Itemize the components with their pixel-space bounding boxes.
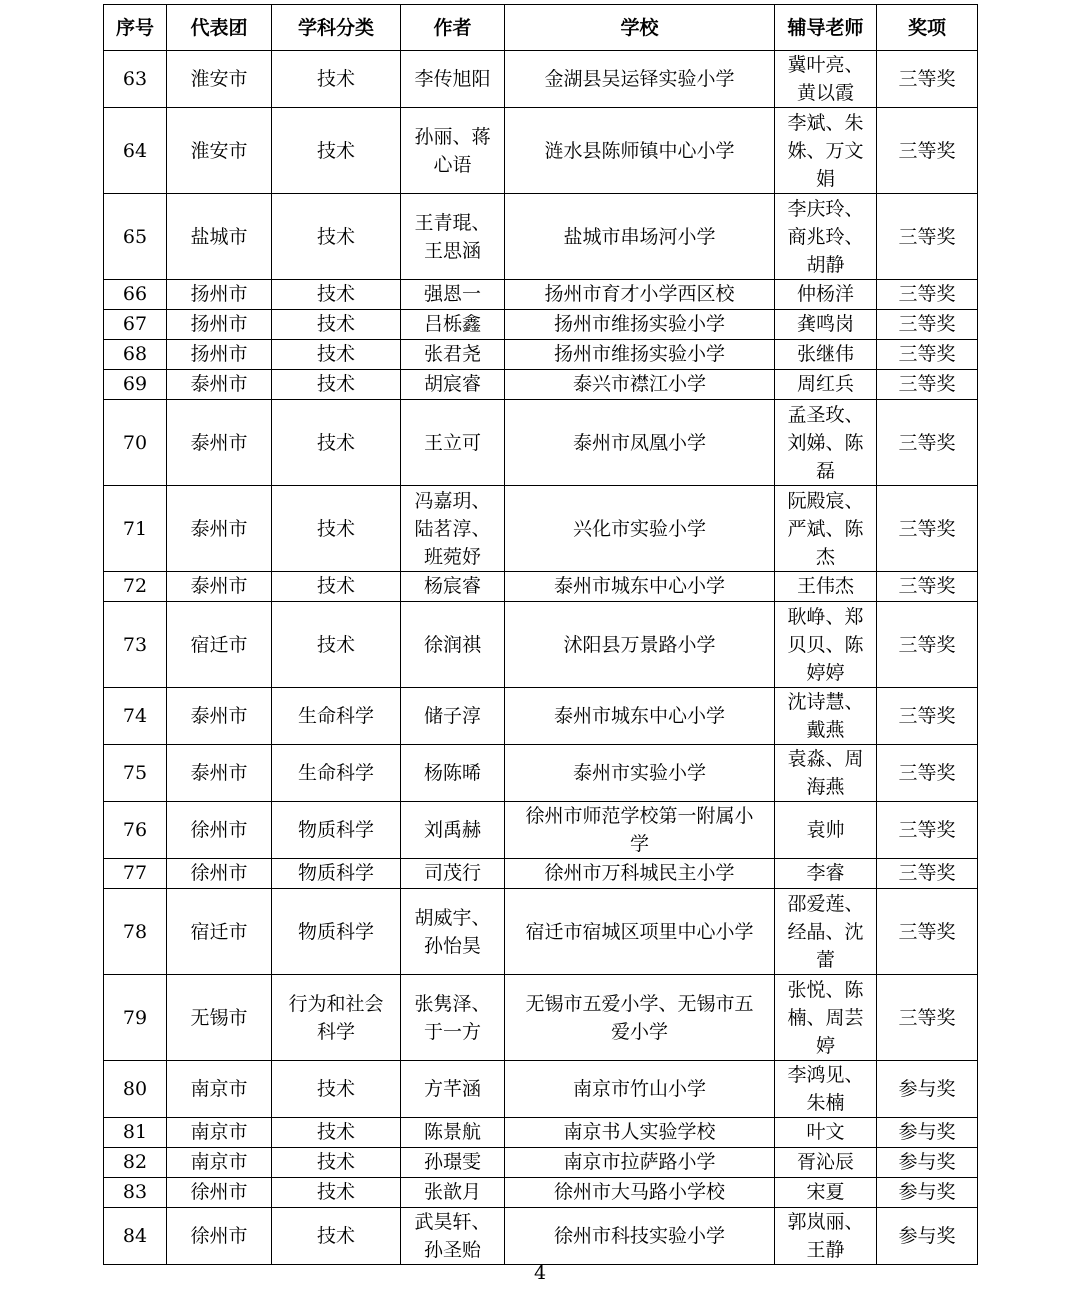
cell-index: 65 (104, 194, 167, 280)
cell-subject: 行为和社会 科学 (272, 975, 401, 1061)
cell-subject: 技术 (272, 310, 401, 340)
cell-advisor: 孟圣玫、 刘娣、陈 磊 (775, 400, 877, 486)
cell-school: 泰州市城东中心小学 (505, 572, 775, 602)
cell-award: 参与奖 (877, 1148, 978, 1178)
cell-award: 三等奖 (877, 745, 978, 802)
cell-subject: 技术 (272, 1178, 401, 1208)
cell-index: 68 (104, 340, 167, 370)
cell-award: 三等奖 (877, 889, 978, 975)
cell-award: 参与奖 (877, 1208, 978, 1265)
cell-award: 参与奖 (877, 1118, 978, 1148)
cell-delegation: 徐州市 (167, 802, 272, 859)
cell-award: 三等奖 (877, 975, 978, 1061)
cell-author: 刘禹赫 (401, 802, 505, 859)
cell-subject: 技术 (272, 108, 401, 194)
cell-author: 徐润祺 (401, 602, 505, 688)
table-row (104, 310, 978, 340)
cell-author: 张歆月 (401, 1178, 505, 1208)
cell-index: 76 (104, 802, 167, 859)
cell-school: 徐州市万科城民主小学 (505, 859, 775, 889)
cell-index: 79 (104, 975, 167, 1061)
cell-author: 王立可 (401, 400, 505, 486)
header-award: 奖项 (877, 5, 978, 51)
cell-advisor: 李斌、朱 姝、万文 娟 (775, 108, 877, 194)
cell-author: 李传旭阳 (401, 51, 505, 108)
cell-advisor: 张继伟 (775, 340, 877, 370)
cell-delegation: 南京市 (167, 1148, 272, 1178)
cell-delegation: 徐州市 (167, 1178, 272, 1208)
cell-advisor: 宋夏 (775, 1178, 877, 1208)
cell-index: 69 (104, 370, 167, 400)
cell-index: 72 (104, 572, 167, 602)
cell-delegation: 徐州市 (167, 859, 272, 889)
cell-subject: 技术 (272, 1208, 401, 1265)
cell-school: 涟水县陈师镇中心小学 (505, 108, 775, 194)
table-row (104, 486, 978, 572)
cell-school: 南京书人实验学校 (505, 1118, 775, 1148)
cell-delegation: 淮安市 (167, 108, 272, 194)
cell-advisor: 阮殿宸、 严斌、陈 杰 (775, 486, 877, 572)
cell-advisor: 冀叶亮、 黄以霞 (775, 51, 877, 108)
cell-award: 三等奖 (877, 859, 978, 889)
cell-school: 徐州市科技实验小学 (505, 1208, 775, 1265)
table-row (104, 859, 978, 889)
cell-index: 74 (104, 688, 167, 745)
cell-subject: 物质科学 (272, 859, 401, 889)
cell-author: 冯嘉玥、 陆茗淳、 班菀妤 (401, 486, 505, 572)
cell-school: 南京市竹山小学 (505, 1061, 775, 1118)
cell-subject: 技术 (272, 1061, 401, 1118)
table-row (104, 745, 978, 802)
cell-advisor: 叶文 (775, 1118, 877, 1148)
cell-delegation: 宿迁市 (167, 602, 272, 688)
cell-index: 67 (104, 310, 167, 340)
cell-advisor: 周红兵 (775, 370, 877, 400)
cell-index: 73 (104, 602, 167, 688)
cell-author: 陈景航 (401, 1118, 505, 1148)
table-row (104, 602, 978, 688)
cell-author: 张君尧 (401, 340, 505, 370)
cell-author: 司茂行 (401, 859, 505, 889)
header-advisor: 辅导老师 (775, 5, 877, 51)
cell-index: 78 (104, 889, 167, 975)
cell-advisor: 仲杨洋 (775, 280, 877, 310)
cell-delegation: 泰州市 (167, 688, 272, 745)
cell-advisor: 李鸿见、 朱楠 (775, 1061, 877, 1118)
cell-award: 三等奖 (877, 340, 978, 370)
cell-author: 方芊涵 (401, 1061, 505, 1118)
cell-author: 武昊轩、 孙圣贻 (401, 1208, 505, 1265)
cell-advisor: 袁帅 (775, 802, 877, 859)
cell-delegation: 泰州市 (167, 572, 272, 602)
cell-author: 胡宸睿 (401, 370, 505, 400)
cell-subject: 技术 (272, 400, 401, 486)
cell-award: 三等奖 (877, 51, 978, 108)
cell-index: 83 (104, 1178, 167, 1208)
cell-award: 三等奖 (877, 400, 978, 486)
cell-index: 75 (104, 745, 167, 802)
cell-award: 三等奖 (877, 602, 978, 688)
cell-subject: 技术 (272, 602, 401, 688)
cell-delegation: 无锡市 (167, 975, 272, 1061)
cell-index: 70 (104, 400, 167, 486)
cell-school: 扬州市维扬实验小学 (505, 340, 775, 370)
cell-subject: 技术 (272, 1118, 401, 1148)
cell-subject: 技术 (272, 280, 401, 310)
table-row (104, 1178, 978, 1208)
table-row (104, 194, 978, 280)
cell-index: 66 (104, 280, 167, 310)
cell-school: 盐城市串场河小学 (505, 194, 775, 280)
cell-school: 南京市拉萨路小学 (505, 1148, 775, 1178)
table-row (104, 280, 978, 310)
cell-advisor: 邵爱莲、 经晶、沈 蕾 (775, 889, 877, 975)
cell-index: 63 (104, 51, 167, 108)
cell-author: 强恩一 (401, 280, 505, 310)
cell-advisor: 张悦、陈 楠、周芸 婷 (775, 975, 877, 1061)
table-row (104, 108, 978, 194)
cell-award: 三等奖 (877, 572, 978, 602)
cell-author: 胡威宇、 孙怡昊 (401, 889, 505, 975)
cell-index: 80 (104, 1061, 167, 1118)
cell-author: 孙璟雯 (401, 1148, 505, 1178)
table-row (104, 889, 978, 975)
header-school: 学校 (505, 5, 775, 51)
table-row (104, 1148, 978, 1178)
cell-award: 三等奖 (877, 280, 978, 310)
cell-school: 泰州市城东中心小学 (505, 688, 775, 745)
cell-subject: 技术 (272, 370, 401, 400)
cell-school: 徐州市大马路小学校 (505, 1178, 775, 1208)
cell-advisor: 袁淼、周 海燕 (775, 745, 877, 802)
table-row (104, 370, 978, 400)
cell-author: 杨宸睿 (401, 572, 505, 602)
cell-delegation: 宿迁市 (167, 889, 272, 975)
cell-school: 金湖县吴运铎实验小学 (505, 51, 775, 108)
cell-delegation: 泰州市 (167, 370, 272, 400)
cell-school: 泰州市实验小学 (505, 745, 775, 802)
cell-author: 张隽泽、 于一方 (401, 975, 505, 1061)
cell-delegation: 扬州市 (167, 340, 272, 370)
awards-table (103, 4, 978, 1265)
cell-subject: 技术 (272, 340, 401, 370)
cell-advisor: 沈诗慧、 戴燕 (775, 688, 877, 745)
cell-index: 82 (104, 1148, 167, 1178)
cell-award: 三等奖 (877, 688, 978, 745)
cell-index: 84 (104, 1208, 167, 1265)
cell-advisor: 胥沁辰 (775, 1148, 877, 1178)
cell-subject: 技术 (272, 572, 401, 602)
cell-subject: 技术 (272, 51, 401, 108)
cell-advisor: 李庆玲、 商兆玲、 胡静 (775, 194, 877, 280)
header-author: 作者 (401, 5, 505, 51)
cell-award: 三等奖 (877, 310, 978, 340)
table-row (104, 1118, 978, 1148)
table-row (104, 1208, 978, 1265)
cell-delegation: 南京市 (167, 1118, 272, 1148)
cell-author: 孙丽、蒋 心语 (401, 108, 505, 194)
cell-delegation: 徐州市 (167, 1208, 272, 1265)
cell-school: 宿迁市宿城区项里中心小学 (505, 889, 775, 975)
header-row (104, 5, 978, 51)
table-row (104, 975, 978, 1061)
cell-subject: 生命科学 (272, 688, 401, 745)
cell-advisor: 李睿 (775, 859, 877, 889)
cell-advisor: 龚鸣岗 (775, 310, 877, 340)
cell-school: 沭阳县万景路小学 (505, 602, 775, 688)
cell-author: 杨陈晞 (401, 745, 505, 802)
cell-school: 泰兴市襟江小学 (505, 370, 775, 400)
cell-school: 扬州市维扬实验小学 (505, 310, 775, 340)
table-row (104, 572, 978, 602)
cell-delegation: 扬州市 (167, 310, 272, 340)
header-delegation: 代表团 (167, 5, 272, 51)
table-row (104, 51, 978, 108)
cell-author: 吕栎鑫 (401, 310, 505, 340)
table-row (104, 340, 978, 370)
cell-delegation: 扬州市 (167, 280, 272, 310)
cell-delegation: 泰州市 (167, 745, 272, 802)
cell-subject: 物质科学 (272, 889, 401, 975)
table-row (104, 688, 978, 745)
header-index: 序号 (104, 5, 167, 51)
cell-author: 储子淳 (401, 688, 505, 745)
cell-subject: 物质科学 (272, 802, 401, 859)
cell-school: 徐州市师范学校第一附属小 学 (505, 802, 775, 859)
cell-subject: 技术 (272, 1148, 401, 1178)
cell-award: 三等奖 (877, 370, 978, 400)
table-row (104, 400, 978, 486)
cell-award: 三等奖 (877, 194, 978, 280)
cell-school: 无锡市五爱小学、无锡市五 爱小学 (505, 975, 775, 1061)
cell-delegation: 泰州市 (167, 486, 272, 572)
cell-school: 兴化市实验小学 (505, 486, 775, 572)
cell-advisor: 王伟杰 (775, 572, 877, 602)
cell-index: 71 (104, 486, 167, 572)
cell-delegation: 淮安市 (167, 51, 272, 108)
cell-advisor: 耿峥、郑 贝贝、陈 婷婷 (775, 602, 877, 688)
cell-delegation: 泰州市 (167, 400, 272, 486)
page-number: 4 (533, 1262, 547, 1284)
cell-school: 扬州市育才小学西区校 (505, 280, 775, 310)
cell-delegation: 盐城市 (167, 194, 272, 280)
cell-school: 泰州市凤凰小学 (505, 400, 775, 486)
cell-subject: 技术 (272, 194, 401, 280)
cell-advisor: 郭岚丽、 王静 (775, 1208, 877, 1265)
cell-award: 三等奖 (877, 486, 978, 572)
header-subject: 学科分类 (272, 5, 401, 51)
cell-index: 81 (104, 1118, 167, 1148)
table-row (104, 1061, 978, 1118)
cell-author: 王青琨、 王思涵 (401, 194, 505, 280)
table-row (104, 802, 978, 859)
cell-index: 77 (104, 859, 167, 889)
cell-award: 三等奖 (877, 802, 978, 859)
cell-index: 64 (104, 108, 167, 194)
cell-delegation: 南京市 (167, 1061, 272, 1118)
cell-subject: 生命科学 (272, 745, 401, 802)
cell-award: 三等奖 (877, 108, 978, 194)
cell-award: 参与奖 (877, 1178, 978, 1208)
cell-award: 参与奖 (877, 1061, 978, 1118)
cell-subject: 技术 (272, 486, 401, 572)
